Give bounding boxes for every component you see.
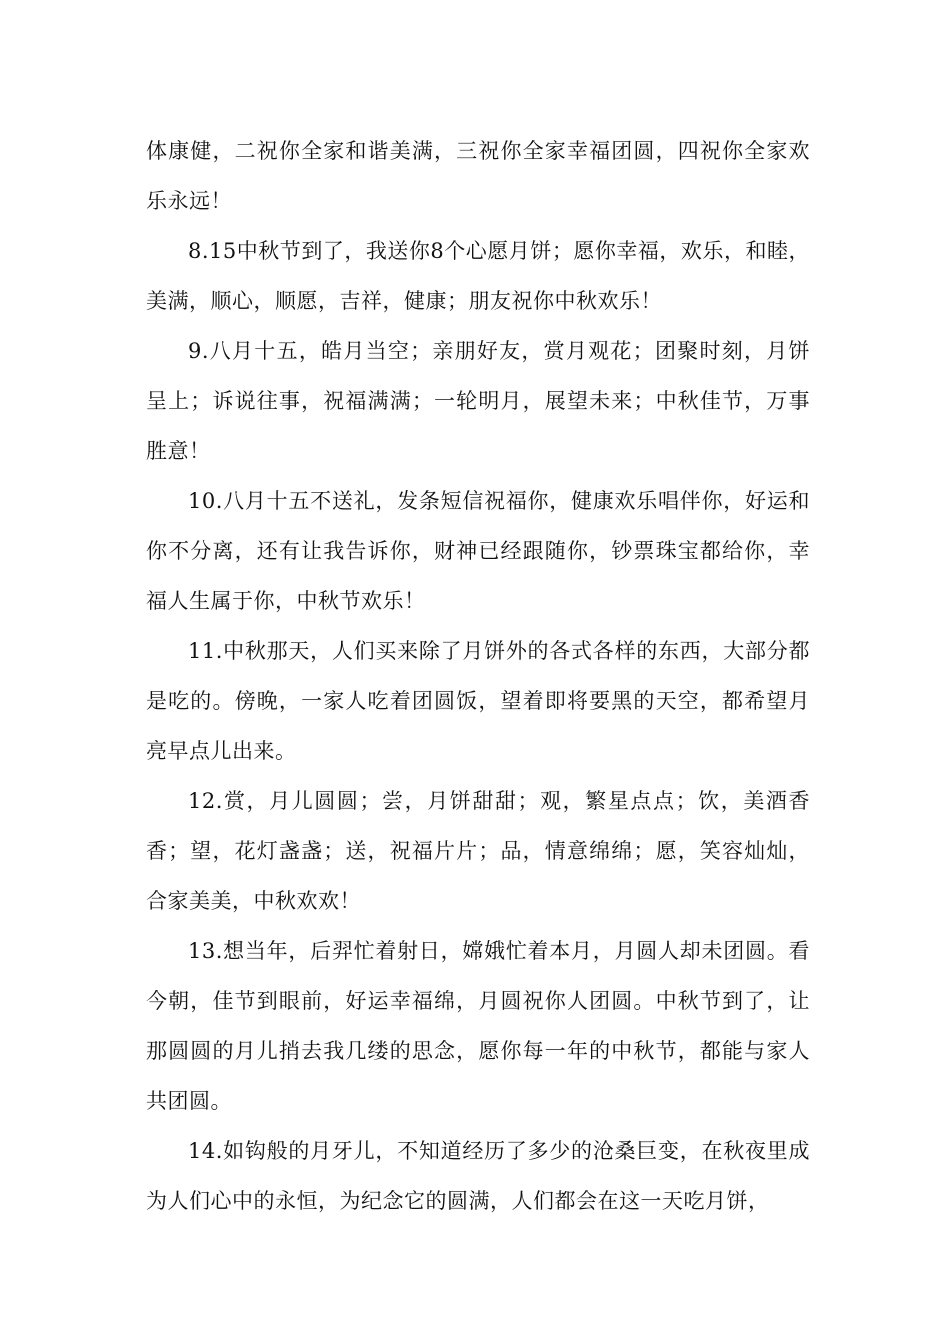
paragraph-item-12: 12.赏，月儿圆圆；尝，月饼甜甜；观，繁星点点；饮，美酒香香；望，花灯盏盏；送，祝福片片；品，情意绵绵；愿，笑容灿灿，合家美美，中秋欢欢！	[146, 789, 810, 913]
paragraph-item-10: 10.八月十五不送礼，发条短信祝福你，健康欢乐唱伴你，好运和你不分离，还有让我告诉你，财神已经跟随你，钞票珠宝都给你，幸福人生属于你，中秋节欢乐！	[146, 489, 810, 613]
paragraph-continuation: 体康健，二祝你全家和谐美满，三祝你全家幸福团圆，四祝你全家欢乐永远！	[146, 139, 810, 213]
paragraph-item-8: 8.15中秋节到了，我送你8个心愿月饼；愿你幸福，欢乐，和睦，美满，顺心，顺愿，吉祥，健康；朋友祝你中秋欢乐！	[146, 239, 810, 313]
paragraph-item-11: 11.中秋那天，人们买来除了月饼外的各式各样的东西，大部分都是吃的。傍晚，一家人吃着团圆饭，望着即将要黑的天空，都希望月亮早点儿出来。	[146, 639, 810, 763]
paragraph-item-9: 9.八月十五，皓月当空；亲朋好友，赏月观花；团聚时刻，月饼呈上；诉说往事，祝福满满；一轮明月，展望未来；中秋佳节，万事胜意！	[146, 339, 810, 463]
document-body	[146, 126, 810, 1226]
paragraph-item-13: 13.想当年，后羿忙着射日，嫦娥忙着本月，月圆人却未团圆。看今朝，佳节到眼前，好运幸福绵，月圆祝你人团圆。中秋节到了，让那圆圆的月儿捎去我几缕的思念，愿你每一年的中秋节，都能与家人共团圆。	[146, 939, 810, 1113]
paragraph-item-14: 14.如钩般的月牙儿，不知道经历了多少的沧桑巨变，在秋夜里成为人们心中的永恒，为纪念它的圆满，人们都会在这一天吃月饼，	[146, 1139, 810, 1213]
